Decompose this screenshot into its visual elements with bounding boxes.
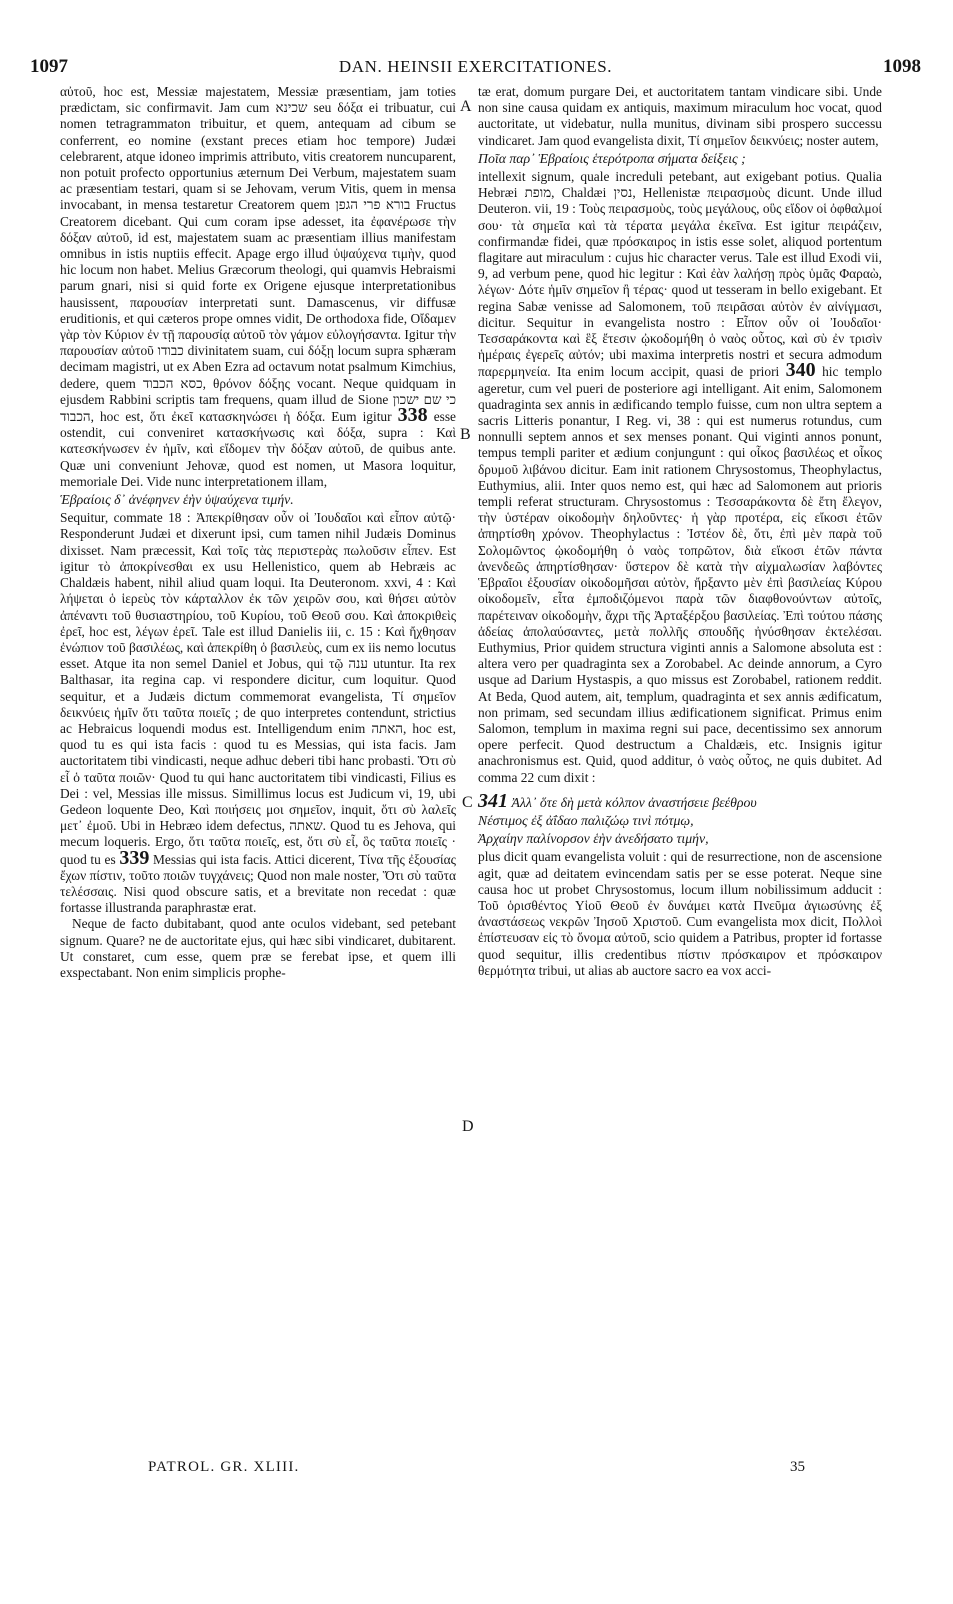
footer-signature: PATROL. GR. XLIII. — [148, 1459, 300, 1475]
right-verse-2a-text: Ἀλλ᾽ ὅτε δὴ μετὰ κόλπον ἀναστήσειε βεέθρου — [511, 794, 757, 810]
column-marker-338: 338 — [397, 404, 428, 427]
left-paragraph-2b-text: Messias qui ista facis. Attici dicerent, Τίνα τῆς ἐξουσίας ἔχων πίστιν, τοῦτο ποιῶν τυγχάνεις; Quod non male noster, Ὅτι σὺ ταῦτα τελέσσαις. Nisi quod obscure satis, et a brevitate non recedat : quæ fortasse illustranda paraphrastæ erat. — [60, 851, 456, 916]
left-paragraph-3: Neque de facto dubitabant, quod ante oculos videbant, sed petebant signum. Quare? ne de auctoritate ejus, qui hæc sibi vindicaret, dubitarent. Ut constaret, cum esse, quem præ se ferebat ipse, et quem illi exspectabant. Non enim simplicis prophe- — [60, 916, 456, 980]
right-paragraph-1: tæ erat, domum purgare Dei, et auctoritatem tantam vindicare sibi. Unde non sine causa quidam ex antiquis, maximum miraculum hoc vocat, quod auctoritate, ut videbatur, nulla munitus, divinam sibi prospero successu vindicaret. Jam quod evangelista dixit, Τί σημεῖον δεικνύεις; noster autem, — [478, 84, 882, 148]
page-number-right: 1098 — [883, 56, 921, 77]
page-number-left: 1097 — [30, 56, 68, 77]
left-paragraph-1 — [60, 84, 456, 490]
left-paragraph-1-text: αὐτοῦ, hoc est, Messiæ majestatem, Messiæ præsentiam, jam toties prædictam, sic confirmavit. Jam cum שכינא seu δόξα ei tribuatur, cui nomen tetragrammaton tribuitur, et quem, antequam ad cibum se conferrent, eo nomine (exstant preces etiam hoc tempore) Judæi celebrarent, atque idoneo imprimis attributo, vitis creatorem nuncuparent, non potuit profecto opportunius æternum Dei Verbum, majestatem suam ac præsentiam testari, quam si se Jehovam, verum Vitis, quem in mensa invocabant, in mensa testaretur Creatorem quem בורא פרי הגפן Fructus Creatorem dicebant. Qui cum coram ipse adesset, ita ἐφανέρωσε τὴν δόξαν αὐτοῦ, id est, majestatem suam ac præsentiam illius manifestam omnibus in istis nuptiis effecit. Apage ergo illud ὑψαύχενα τιμὴν, quod hic locum non habet. Melius Græcorum theologi, qui quamvis Hebraismi parum gnari, nisi si quid forte ex Origene ejusque interpretationibus hausissent, παρουσίαν interpretati sunt. Damascenus, vir diffusæ eruditionis, et qui cæteros prope omnes vidit, De orthodoxa fide, Οἴδαμεν γὰρ τὸν Κύριον ἐν τῇ παρουσίᾳ αὐτοῦ τὸν γάμον εὐλογήσαντα. Igitur τὴν παρουσίαν αὐτοῦ כבודו divinitatem suam, cui δόξῃ locum supra sphæram decimam magistri, ut ex Aben Ezra ad octavum notat psalmum Kimchius, dedere, quem כסא הכבוד, θρόνον δόξης vocant. Neque quidquam in ejusdem Rabbini scriptis tam frequens, quam illud de Sione כי שם ישכון הכבוד, hoc est, ὅτι ἐκεῖ κατασκηνώσει ἡ δόξα. Eum igitur — [60, 84, 456, 425]
right-paragraph-2-text: intellexit signum, quale increduli petebant, aut exigebant potius. Qualia Hebræi מופת, Chaldæi נסין, Hellenistæ πειρασμοὺς dicunt. Unde illud Deuteron. vii, 19 : Τοὺς πειρασμοὺς, τοὺς μεγάλους, οὓς εἴδον οἱ ὀφθαλμοί σου· τὰ σημεῖα καὶ τὰ τέρατα μεγάλα ἐκεῖνα. Est igitur πειράζειν, confirmandæ fidei, quæ πρόσκαιρος in istis esse solet, aliquod portentum flagitare aut miraculum : cujus hic character verus. Tale est illud Exodi vii, 9, ad verbum pene, quod hic legitur : Καὶ ἐὰν λαλήσῃ πρὸς ὑμᾶς Φαραὼ, λέγων· Δότε ἡμῖν σημεῖον ἢ τέρας· quod ut tesseram in bello exigebant. Et regina Sabæ venisse ad Salomonem, τοῦ πειρᾶσαι αὐτὸν ἐν αἰνίγμασι, dicitur. Sequitur in evangelista nostro : Εἶπον οὖν οἱ Ἰουδαῖοι· Τεσσαράκοντα καὶ ἓξ ἔτεσιν ᾠκοδομήθη ὁ ναὸς οὗτος, καὶ σὺ ἐν τρισὶν ἡμέραις ἐγερεῖς αὐτόν; ubi maxima interpretis nostri et secura admodum παρερμηνεία. Ita enim locum accipit, quasi de priori — [478, 169, 882, 380]
right-paragraph-3: plus dicit quam evangelista voluit : qui de resurrectione, non de ascensione agit, quæ ad deitatem evincendam satis per se esse poterat. Neque sine causa hoc ut probet Chrysostomus, locum illum nobilissimum adducit : Τοῦ ὁρισθέντος Υἱοῦ Θεοῦ ἐν δυνάμει κατὰ Πνεῦμα ἁγιωσύνης ἐξ ἀναστάσεως νεκρῶν Ἰησοῦ Χριστοῦ. Cum evangelista mox dicit, Πολλοὶ ἐπίστευσαν εἰς τὸ ὄνομα αὐτοῦ, scio quidem a Patribus, propter id fortasse quod sequitur, illis credentibus πίστιν πρόσκαιρον et πρόσκαιρον θερμότητα tribui, ut alias ab auctore sacro ea vox acci- — [478, 849, 882, 978]
column-marker-340: 340 — [785, 359, 816, 382]
section-mark-d: D — [462, 1118, 474, 1135]
left-paragraph-1b-text: esse ostendit, cui conveniret κατασκήνωσις καὶ δόξα, supra : Καὶ κατεσκήνωσεν ἐν ἡμῖν, καὶ εἴδομεν τὴν δόξαν αὐτοῦ, de quibus ante. Quæ uni conveniunt Jehovæ, quod est nomen, ut Masora loquitur, memoriale Dei. Vide nunc interpretationem illam, — [60, 409, 456, 489]
right-verse-2-line-3: Ἀρχαίην παλίνορσον ἑὴν ἀνεδήσατο τιμήν, — [478, 831, 709, 847]
right-paragraph-2b-text: hic templo ageretur, cum vel pueri de posteriore agi intelligant. Ait enim, Salomonem quadraginta sex annis in ædificando templo fuisse, cum non ultra septem a sacris Litteris ponantur, I Reg. vi, 38 : qui est numerus rotundus, cum nonnulli septem annos et sex menses ponant. Qui viginti annos ponunt, tempus templi pariter et ædium conjungunt : qui οἶκος βασιλέως et οἶκος δρυμοῦ λιβάνου dicitur. Eam init rationem Chrysostomus, Theophylactus, Euthymius, alii. Inter quos nemo est, qui hæc ad Salomonem aut prioris templi referat structuram. Chrysostomus : Τεσσαράκοντα δὲ ἔτη ἔλεγον, τὴν ὑστέραν οἰκοδομὴν δηλοῦντες· ἡ γὰρ προτέρα, εἰς εἴκοσι ἐτῶν ἀπηρτίσθη χρόνον. Theophylactus : Ἰστέον δὲ, ὅτι, ἐπὶ μὲν παρὰ τοῦ Σολομῶντος ᾠκοδομήθη ὁ ναὸς τοπρῶτον, διὰ εἴκοσι ἐτῶν πάντα ἀνενδεῶς ἀπηρτίσθησαν· ὕστερον δὲ κατὰ τὴν αἰχμαλωσίαν λαβόντες Ἑβραῖοι ἐξουσίαν οἰκοδομῆσαι αὐτὸν, ἤρξαντο μὲν ἐπὶ βασιλείας Κύρου οἰκοδομεῖν, εἶτα ἐμποδιζόμενοι παρὰ τῶν διαφθονούντων αὐτοῖς, παρέτειναν οἰκοδομὴν, ἄχρι τῆς Ἀρταξέρξου βασιλείας. Ἐπὶ τούτου πάσης ἀδείας ἀπολαύσαντες, μετὰ πολλῆς σπουδῆς ἠνύσθησαν ἐκτελέσαι. Euthymius, Prior quidem structura viginti annis a Salomone absoluta est : altera vero per quadraginta sex a Zorobabel. Ac deinde annorum, a Cyro usque ad Darium Hystaspis, a quo missus est Zorobabel, rationem reddit. At Beda, Quod autem, ait, templum, quadraginta et sex annis ædificatum, non primam, sed secundam illius ædificationem significat. Primus enim Salomon, templum in maxima regni sui pace, decentissimo sex annorum opere perfecit. Quod destructum a Chaldæis, etc. Insignis igitur anachronismus est. Quid, quod additur, ὁ ναὸς οὗτος, ne quis dubitet. Ad comma 22 cum dixit : — [478, 364, 882, 785]
right-verse-2-line-2: Νέστιμος ἐξ ἀΐδαο παλιζώῳ τινὶ πότμῳ, — [478, 812, 694, 828]
footer-gathering-number: 35 — [790, 1459, 805, 1475]
column-marker-339: 339 — [119, 846, 150, 869]
section-mark-c: C — [462, 794, 473, 811]
section-mark-b: B — [460, 426, 471, 443]
right-paragraph-2 — [478, 169, 882, 786]
right-verse-1: Ποῖα παρ᾽ Ἑβραίοις ἑτερότροπα σήματα δείξεις ; — [478, 150, 746, 166]
section-mark-a: A — [460, 98, 472, 115]
left-column — [60, 84, 456, 981]
page-header — [30, 56, 921, 78]
column-marker-341: 341 — [478, 789, 508, 812]
right-column — [478, 84, 882, 979]
left-verse-1: Ἑβραίοις δ᾽ ἀνέφηνεν ἑὴν ὑψαύχενα τιμήν. — [60, 492, 294, 508]
left-paragraph-2 — [60, 510, 456, 916]
running-title: DAN. HEINSII EXERCITATIONES. — [338, 57, 613, 76]
left-paragraph-2-text: Sequitur, commate 18 : Ἀπεκρίθησαν οὖν οἱ Ἰουδαῖοι καὶ εἶπον αὐτῷ· Responderunt Judæi et dixerunt ipsi, cum tamen nihil Judæis Dominus dixisset. Nam præcessit, Καὶ τοῖς τὰς περιστερὰς πωλοῦσιν εἶπεν. Est igitur τὸ ἀποκρίνεσθαι ex usu Hellenistico, quem ab Hebræis ac Chaldæis habent, nihil aliud quam loqui. Ita Deuteronom. xxvi, 4 : Καὶ λήψεται ὁ ἱερεὺς τὸν κάρταλλον ἐκ τῶν χειρῶν σου, καὶ θήσει αὐτὸν ἀπέναντι τοῦ θυσιαστηρίου, τοῦ Κυρίου, τοῦ Θεοῦ σου. Καὶ ἀποκριθεὶς ἐρεῖ, hoc est, λέγων ἐρεῖ. Tale est illud Danielis iii, c. 15 : Καὶ ἤχθησαν ἐνώπιον τοῦ βασιλέως, καὶ ἀπεκρίθη ὁ βασιλεὺς, cum ex iis nemo locutus esset. Atque ita non semel Daniel et Jobus, qui τῷ ענה utuntur. Ita rex Balthasar, ita regina cap. vi respondere dicitur, cum loquitur. Quod sequitur, et a Judæis dictum commemorat evangelista, Τί σημεῖον δεικνύεις ἡμῖν ὅτι ταῦτα ποιεῖς ; de quo interpretes contendunt, strictius ac Hebraicus loquendi modus est. Intelligendum enim האתה, hoc est, quod tu es qui ista facis : quod tu es Messias, qui ista facis. Jam auctoritatem tibi vindicasti, neque adhuc deberi tibi hanc probasti. Ὅτι σὺ εἶ ὁ ταῦτα ποιῶν· Quod tu qui hanc auctoritatem tibi vindicasti, Filius es Dei : vel, Messias ille missus. Simillimus locus est Judicum vi, 19, ubi Gedeon loquente Deo, Καὶ ποιήσεις μοι σημεῖον, inquit, ὅτι σὺ λαλεῖς μετ᾽ ἐμοῦ. Ubi in Hebræo idem defectus, שאתה. Quod tu es Jehova, qui mecum loqueris. Ergo, ὅτι ταῦτα ποιεῖς, est, ὅτι σὺ εἶ, ὃς ταῦτα ποιεῖς · quod tu es — [60, 510, 456, 867]
right-verse-2-line-1 — [478, 789, 882, 812]
